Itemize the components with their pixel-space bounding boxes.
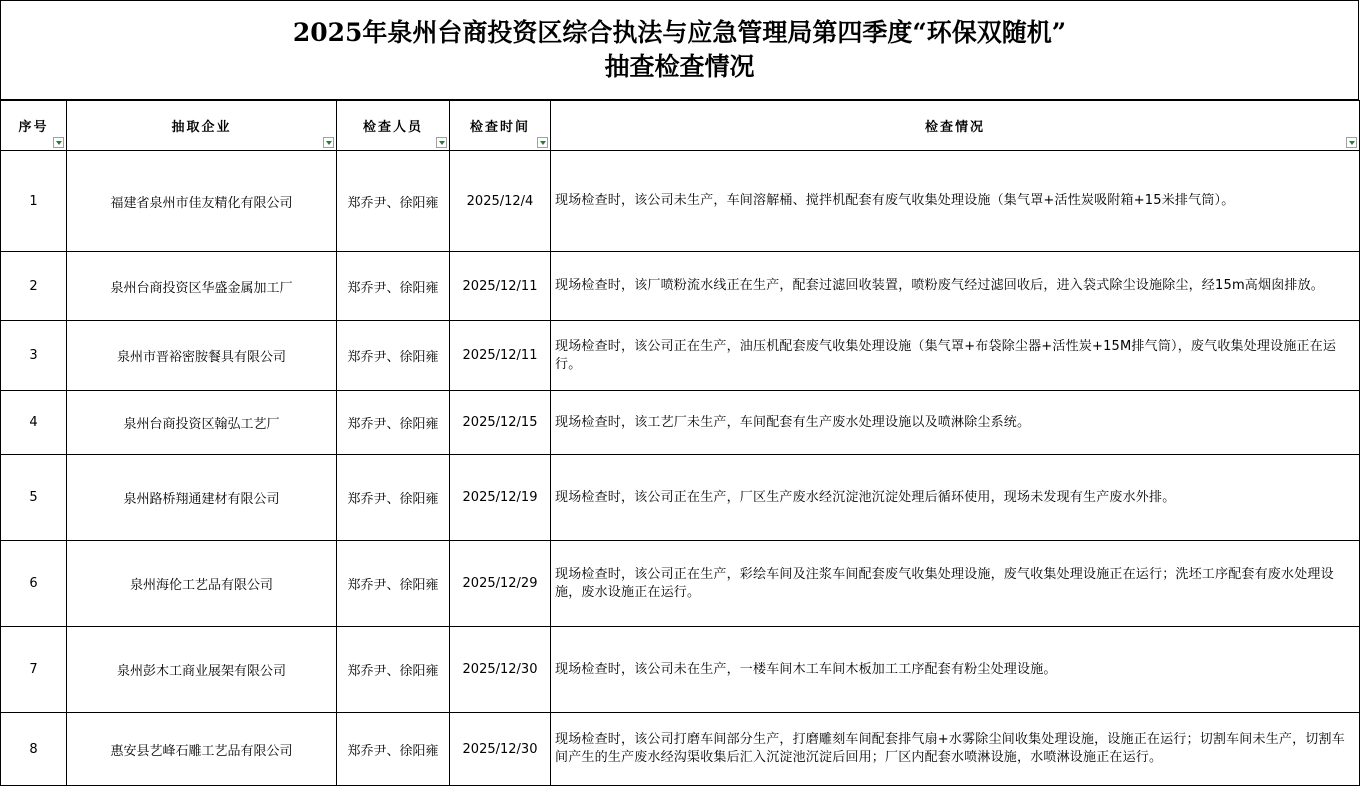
table-row [1,627,1360,713]
cell-company[interactable]: 泉州市晋裕密胺餐具有限公司 [67,321,337,391]
cell-inspectors[interactable]: 郑乔尹、徐阳雍 [337,391,450,455]
cell-inspectors[interactable]: 郑乔尹、徐阳雍 [337,713,450,786]
cell-date[interactable]: 2025/12/11 [450,321,551,391]
cell-company[interactable]: 泉州海伦工艺品有限公司 [67,541,337,627]
cell-company[interactable]: 泉州彭木工商业展架有限公司 [67,627,337,713]
column-header-no-label: 序号 [18,120,49,135]
cell-date[interactable]: 2025/12/30 [450,713,551,786]
filter-dropdown-details[interactable] [1346,137,1357,148]
cell-inspectors[interactable]: 郑乔尹、徐阳雍 [337,541,450,627]
cell-details[interactable]: 现场检查时，该公司正在生产，油压机配套废气收集处理设施（集气罩+布袋除尘器+活性炭+15M排气筒），废气收集处理设施正在运行。 [551,321,1360,391]
cell-no[interactable]: 8 [1,713,67,786]
table-row [1,541,1360,627]
cell-details[interactable]: 现场检查时，该公司打磨车间部分生产，打磨雕刻车间配套排气扇+水雾除尘间收集处理设施，设施正在运行；切割车间未生产，切割车间产生的生产废水经沟渠收集后汇入沉淀池沉淀后回用；厂区内配套水喷淋设施，水喷淋设施正在运行。 [551,713,1360,786]
cell-date[interactable]: 2025/12/19 [450,455,551,541]
column-header-inspectors-label: 检查人员 [362,120,423,135]
cell-company[interactable]: 泉州路桥翔通建材有限公司 [67,455,337,541]
cell-inspectors[interactable]: 郑乔尹、徐阳雍 [337,151,450,252]
column-header-inspectors [337,101,450,151]
report-title [0,0,1359,100]
filter-dropdown-company[interactable] [323,137,334,148]
chevron-down-icon [540,141,546,145]
table-row [1,455,1360,541]
cell-date[interactable]: 2025/12/15 [450,391,551,455]
column-header-no [1,101,67,151]
table-row [1,151,1360,252]
header-row [1,101,1360,151]
cell-no[interactable]: 7 [1,627,67,713]
cell-no[interactable]: 6 [1,541,67,627]
column-header-date [450,101,551,151]
cell-details[interactable]: 现场检查时，该工艺厂未生产，车间配套有生产废水处理设施以及喷淋除尘系统。 [551,391,1360,455]
inspection-table [0,100,1360,786]
cell-inspectors[interactable]: 郑乔尹、徐阳雍 [337,455,450,541]
cell-company[interactable]: 泉州台商投资区华盛金属加工厂 [67,252,337,321]
cell-company[interactable]: 福建省泉州市佳友精化有限公司 [67,151,337,252]
cell-details[interactable]: 现场检查时，该厂喷粉流水线正在生产，配套过滤回收装置，喷粉废气经过滤回收后，进入袋式除尘设施除尘，经15m高烟囱排放。 [551,252,1360,321]
chevron-down-icon [56,141,62,145]
chevron-down-icon [326,141,332,145]
filter-dropdown-no[interactable] [53,137,64,148]
filter-dropdown-inspectors[interactable] [436,137,447,148]
filter-dropdown-date[interactable] [537,137,548,148]
table-row [1,391,1360,455]
cell-inspectors[interactable]: 郑乔尹、徐阳雍 [337,252,450,321]
column-header-date-label: 检查时间 [469,120,530,135]
cell-date[interactable]: 2025/12/11 [450,252,551,321]
chevron-down-icon [1349,141,1355,145]
cell-no[interactable]: 4 [1,391,67,455]
table-row [1,321,1360,391]
column-header-company-label: 抽取企业 [171,120,232,135]
cell-no[interactable]: 3 [1,321,67,391]
cell-date[interactable]: 2025/12/29 [450,541,551,627]
table-row [1,252,1360,321]
cell-date[interactable]: 2025/12/4 [450,151,551,252]
cell-no[interactable]: 1 [1,151,67,252]
cell-company[interactable]: 惠安县艺峰石雕工艺品有限公司 [67,713,337,786]
cell-details[interactable]: 现场检查时，该公司正在生产，厂区生产废水经沉淀池沉淀处理后循环使用，现场未发现有生产废水外排。 [551,455,1360,541]
cell-no[interactable]: 2 [1,252,67,321]
cell-details[interactable]: 现场检查时，该公司未生产，车间溶解桶、搅拌机配套有废气收集处理设施（集气罩+活性炭吸附箱+15米排气筒）。 [551,151,1360,252]
table-row [1,713,1360,786]
cell-inspectors[interactable]: 郑乔尹、徐阳雍 [337,321,450,391]
column-header-company [67,101,337,151]
cell-details[interactable]: 现场检查时，该公司未在生产，一楼车间木工车间木板加工工序配套有粉尘处理设施。 [551,627,1360,713]
report-title-line-1: 2025年泉州台商投资区综合执法与应急管理局第四季度“环保双随机” [292,18,1067,47]
cell-inspectors[interactable]: 郑乔尹、徐阳雍 [337,627,450,713]
cell-date[interactable]: 2025/12/30 [450,627,551,713]
cell-company[interactable]: 泉州台商投资区翰弘工艺厂 [67,391,337,455]
cell-details[interactable]: 现场检查时，该公司正在生产，彩绘车间及注浆车间配套废气收集处理设施，废气收集处理设施正在运行；洗坯工序配套有废水处理设施，废水设施正在运行。 [551,541,1360,627]
report-title-line-2: 抽查检查情况 [604,52,755,81]
column-header-details [551,101,1360,151]
chevron-down-icon [439,141,445,145]
cell-no[interactable]: 5 [1,455,67,541]
column-header-details-label: 检查情况 [924,120,985,135]
